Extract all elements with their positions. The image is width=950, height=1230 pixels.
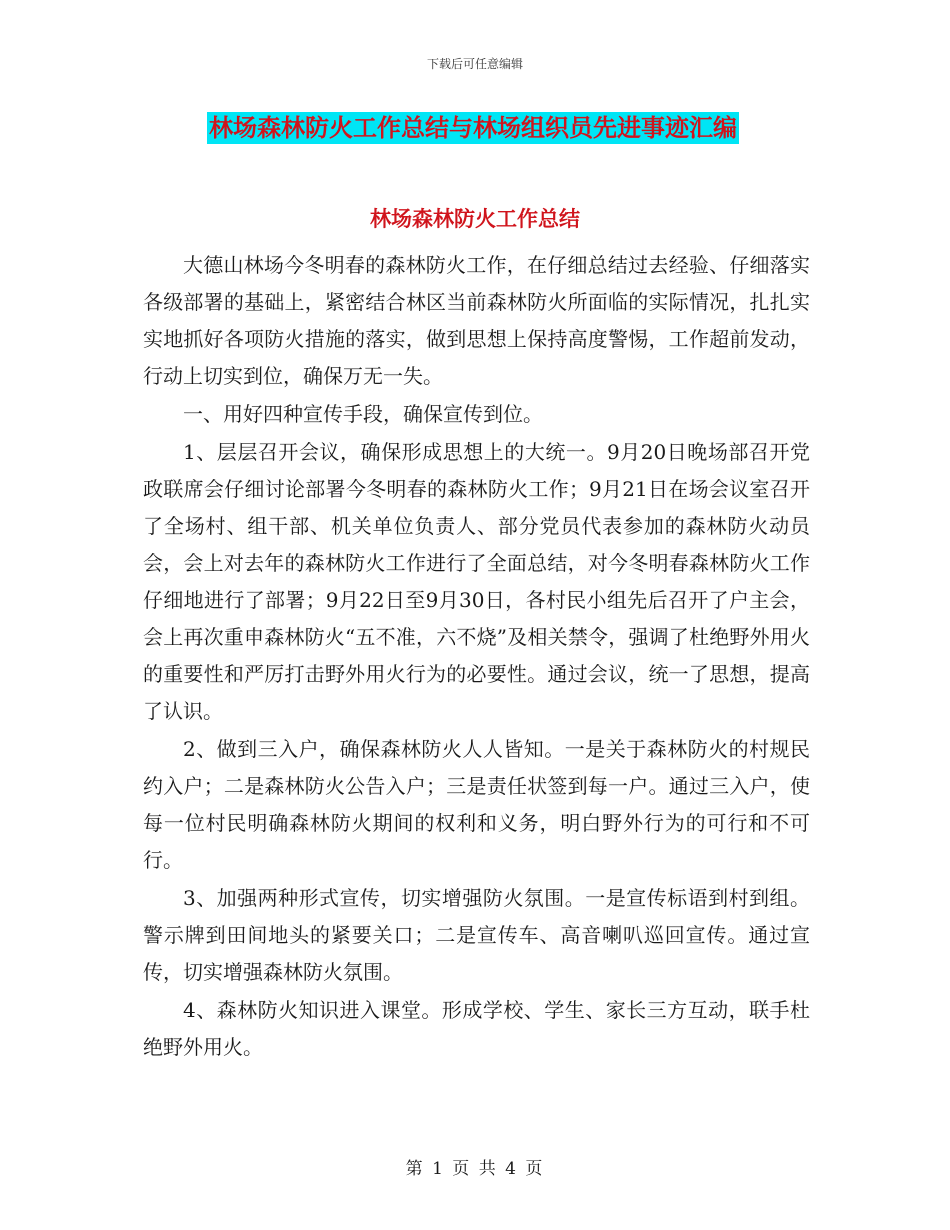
document-title: 林场森林防火工作总结与林场组织员先进事迹汇编: [209, 114, 737, 142]
section-title: 林场森林防火工作总结: [370, 207, 580, 231]
document-body: [143, 247, 810, 1067]
paragraph-item-4: 4、森林防火知识进入课堂。形成学校、学生、家长三方互动，联手杜绝野外用火。: [143, 998, 810, 1059]
page-number-footer: 第 1 页 共 4 页: [405, 1159, 545, 1179]
paragraph-heading-1: 一、用好四种宣传手段，确保宣传到位。: [183, 402, 543, 426]
paragraph-item-2: 2、做到三入户，确保森林防火人人皆知。一是关于森林防火的村规民约入户；二是森林防火公告入户；三是责任状签到每一户。通过三入户，使每一位村民明确森林防火期间的权利和义务，明白野外行为的可行和不可行。: [143, 737, 810, 872]
paragraph-intro: 大德山林场今冬明春的森林防火工作，在仔细总结过去经验、仔细落实各级部署的基础上，紧密结合林区当前森林防火所面临的实际情况，扎扎实实地抓好各项防火措施的落实，做到思想上保持高度警惕，工作超前发动，行动上切实到位，确保万无一失。: [143, 253, 810, 388]
paragraph-item-3: 3、加强两种形式宣传，切实增强防火氛围。一是宣传标语到村到组。警示牌到田间地头的紧要关口；二是宣传车、高音喇叭巡回宣传。通过宣传，切实增强森林防火氛围。: [143, 886, 810, 984]
page-header-note: 下载后可任意编辑: [426, 57, 523, 71]
paragraph-item-1: 1、层层召开会议，确保形成思想上的大统一。9月20日晚场部召开党政联席会仔细讨论部署今冬明春的森林防火工作；9月21日在场会议室召开了全场村、组干部、机关单位负责人、部分党员代表参加的森林防火动员会，会上对去年的森林防火工作进行了全面总结，对今冬明春森林防火工作仔细地进行了部署；9月22日至9月30日，各村民小组先后召开了户主会，会上再次重申森林防火“五不准，六不烧”及相关禁令，强调了杜绝野外用火的重要性和严厉打击野外用火行为的必要性。通过会议，统一了思想，提高了认识。: [143, 440, 810, 723]
